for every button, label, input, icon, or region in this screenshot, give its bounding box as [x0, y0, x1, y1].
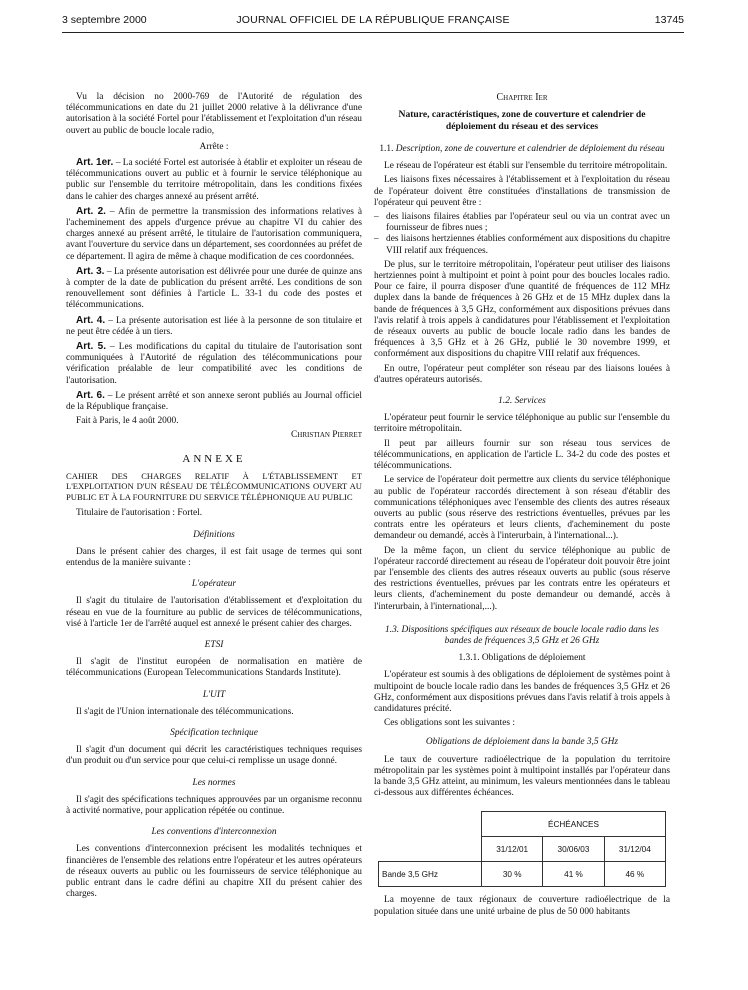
left-column: [66, 92, 362, 903]
list-item: – des liaisons filaires établies par l'opérateur seul ou via un contrat avec un fournisseur de fibres nues ;: [374, 212, 670, 234]
table-row: [379, 812, 666, 837]
chapter-label: Chapitre Ier: [496, 92, 548, 103]
article-text: – La société Fortel est autorisée à établir et exploiter un réseau de télécommunications ouvert au public et à fournir le service téléphonique au public sur l'ensemble du territoire métropolitain, dans les conditions fixées dans le cahier des charges annexé au présent arrêté.: [66, 158, 362, 202]
s11-bullet-list: [374, 212, 670, 257]
s11-paragraph-3: De plus, sur le territoire métropolitain, l'opérateur peut utiliser des liaisons hertziennes point à multipoint et point à point pour des boucles locales radio. Pour ce faire, il pourra disposer d'une quantité de fréquences de 112 MHz duplex dans la bande de fréquences à 26 GHz et de 15 MHz duplex dans la bande de fréquences à 3,5 GHz, conformément aux dispositions prévues dans l'avis relatif à trois appels à candidatures pour l'établissement et l'exploitation de réseaux ouverts au public de boucle locale radio dans les bandes de fréquences à 3,5 GHz et à 26 GHz, publié le 30 novembre 1999, et conformément aux dispositions du chapitre VIII relatif aux fréquences.: [374, 259, 670, 360]
table-row: [379, 837, 666, 862]
arrete-line: Arrête :: [199, 141, 229, 152]
article-text: – Les modifications du capital du titulaire de l'autorisation sont communiquées à l'Autorité de régulation des télécommunications pour vérification préalable de leur compatibilité avec les conditions de l'autorisation.: [66, 342, 362, 386]
article-label: Art. 4.: [76, 314, 106, 326]
operateur-heading: L'opérateur: [191, 579, 237, 590]
table-date: 31/12/01: [482, 837, 543, 862]
s11-paragraph-4: En outre, l'opérateur peut compléter son réseau par des liaisons louées à d'autres opérateurs autorisés.: [374, 363, 670, 385]
article-text: – Afin de permettre la transmission des informations relatives à l'acheminement des appels d'urgence prévue au chapitre VI du cahier des charges annexé au présent arrêté, le titulaire de l'autorisation communiquera, avant l'ouverture du service dans un département, ses coordonnées au préfet de ce département. Il agira de même à chaque modification de ces coordonnées.: [66, 206, 363, 262]
table-date: 31/12/04: [604, 837, 665, 862]
table-cell: 30 %: [482, 862, 543, 887]
section-title: Description, zone de couverture et calendrier de déploiement du réseau: [395, 144, 665, 155]
section-1-3-heading: 1.3. Dispositions spécifiques aux réseaux de boucle locale radio dans les bandes de fréquences 3,5 GHz et 26 GHz: [385, 624, 659, 646]
article-label: Art. 5.: [76, 341, 107, 353]
page-number: 13745: [654, 14, 684, 26]
table-row: [379, 862, 666, 887]
conventions-heading: Les conventions d'interconnexion: [151, 827, 277, 838]
signature: Christian Pierret: [291, 430, 362, 441]
header-rule: [62, 32, 684, 33]
section-1-1-heading: [374, 144, 670, 155]
s12-paragraph-1: L'opérateur peut fournir le service téléphonique au public sur l'ensemble du territoire métropolitain.: [374, 413, 670, 435]
article-text: – La présente autorisation est liée à la personne de son titulaire et ne peut être cédée à un tiers.: [66, 315, 363, 337]
table-cell: 46 %: [604, 862, 665, 887]
table-cell: 41 %: [543, 862, 604, 887]
uit-heading: L'UIT: [202, 689, 226, 700]
etsi-heading: ETSI: [204, 640, 224, 651]
article-text: – Le présent arrêté et son annexe seront publiés au Journal officiel de la République française.: [66, 390, 362, 413]
echeances-table: [378, 811, 666, 887]
s131-paragraph-1: L'opérateur est soumis à des obligations de déploiement de systèmes point à multipoint de boucle locale radio dans les bandes de fréquences 3,5 GHz et 26 GHz, conformément aux dispositions prévues dans l'avis relatif à trois appels à candidatures précité.: [374, 670, 670, 714]
etsi-text: Il s'agit de l'institut européen de normalisation en matière de télécommunications (European Telecommunications Standards Institute).: [66, 657, 362, 679]
article-5: [66, 341, 362, 387]
article-1: [66, 157, 362, 203]
table-corner: [379, 837, 482, 862]
article-label: Art. 1er.: [76, 157, 114, 169]
s12-paragraph-2: Il peut par ailleurs fournir sur son réseau tous services de télécommunications, en application de l'article L. 34-2 du code des postes et télécommunications.: [374, 438, 670, 472]
article-3: [66, 266, 362, 312]
titulaire-line: Titulaire de l'autorisation : Fortel.: [76, 508, 203, 519]
issue-date: 3 septembre 2000: [62, 14, 147, 26]
specification-text: Il s'agit d'un document qui décrit les caractéristiques techniques requises d'un produit ou d'un service pour que celui-ci remplisse un usage donné.: [66, 745, 362, 767]
uit-text: Il s'agit de l'Union internationale des télécommunications.: [76, 706, 294, 717]
normes-text: Il s'agit des spécifications techniques approuvées par un organisme reconnu à activité normative, pour application répétée ou continue.: [66, 794, 362, 817]
article-2: [66, 206, 362, 263]
definitions-text: Dans le présent cahier des charges, il est fait usage de termes qui sont entendus de la manière suivante :: [66, 546, 362, 568]
table-row-label: Bande 3,5 GHz: [379, 862, 482, 887]
table-header: ÉCHÉANCES: [482, 812, 666, 837]
cahier-title: CAHIER DES CHARGES RELATIF À L'ÉTABLISSEMENT ET L'EXPLOITATION D'UN RÉSEAU DE TÉLÉCOMMUNICATIONS OUVERT AU PUBLIC ET À LA FOURNITURE DU SERVICE TÉLÉPHONIQUE AU PUBLIC: [66, 470, 362, 502]
table-date: 30/06/03: [543, 837, 604, 862]
obligations-text: Le taux de couverture radioélectrique de la population du territoire métropolitain par les systèmes point à multipoint installés par l'opérateur dans la bande 3,5 GHz atteint, au minimum, les valeurs mentionnées dans le tableau ci-dessous aux différentes échéances.: [374, 754, 671, 799]
chapter-title: Nature, caractéristiques, zone de couverture et calendrier de déploiement du réseau et des services: [398, 109, 646, 132]
conventions-text: Les conventions d'interconnexion précisent les modalités techniques et financières de l'ensemble des relations entre l'opérateur et les autres opérateurs de réseaux ouverts au public ou les fournisseurs de service téléphonique au public entrant dans le cadre défini au chapitre XII du présent cahier des charges.: [66, 844, 362, 900]
article-label: Art. 3.: [76, 265, 105, 277]
s131-paragraph-2: Ces obligations sont les suivantes :: [384, 718, 515, 729]
article-4: [66, 315, 362, 338]
right-column: [374, 92, 670, 921]
operateur-text: Il s'agit du titulaire de l'autorisation d'établissement et d'exploitation du réseau en vue de la fourniture au public de services de télécommunications, visé à l'article 1er de l'arrêté auquel est annexé le présent cahier des charges.: [66, 596, 362, 629]
intro-paragraph: Vu la décision no 2000-769 de l'Autorité de régulation des télécommunications en date du 21 juillet 2000 relative à la délivrance d'une autorisation à la société Fortel pour l'établissement et l'exploitation d'un réseau ouvert au public de boucle locale radio,: [66, 92, 362, 136]
final-paragraph: La moyenne de taux régionaux de couverture radioélectrique de la population située dans une unité urbaine de plus de 50 000 habitants: [374, 895, 670, 917]
s12-paragraph-4: De la même façon, un client du service téléphonique au public de l'opérateur raccordé directement au réseau de l'opérateur doit pouvoir être joint par l'ensemble des clients des autres réseaux ouverts au public (sous réserve des restrictions éventuelles, prévues par les contrats entre les opérateurs et leurs clients, d'acheminement du poste demandeur ou demandé, accès à l'interurbain, à l'international,...).: [374, 545, 670, 612]
article-6: [66, 390, 362, 413]
s11-paragraph-2: Les liaisons fixes nécessaires à l'établissement et à l'exploitation du réseau de l'opérateur doivent être constituées d'installations de transmission de l'opérateur qui peuvent être :: [374, 175, 670, 208]
fait-line: Fait à Paris, le 4 août 2000.: [76, 416, 179, 427]
journal-title: JOURNAL OFFICIEL DE LA RÉPUBLIQUE FRANÇAISE: [236, 14, 510, 26]
section-number: 1.1.: [379, 144, 394, 155]
s12-paragraph-3: Le service de l'opérateur doit permettre aux clients du service téléphonique au public de l'opérateur raccordés directement à son réseau d'établir des communications téléphoniques avec l'ensemble des clients des autres réseaux ouverts au public (sous réserve des restrictions éventuelles, prévues par les contrats entre les opérateurs et leurs clients, d'acheminement du poste demandeur ou demandé, accès à l'interurbain, à l'international...).: [374, 475, 670, 542]
section-1-2-heading: 1.2. Services: [498, 396, 546, 407]
specification-heading: Spécification technique: [170, 728, 258, 739]
section-1-3-1-heading: 1.3.1. Obligations de déploiement: [458, 653, 586, 664]
page-header: [62, 14, 684, 30]
table-corner: [379, 812, 482, 837]
obligations-heading: Obligations de déploiement dans la bande 3,5 GHz: [425, 737, 619, 748]
s11-paragraph-1: Le réseau de l'opérateur est établi sur l'ensemble du territoire métropolitain.: [384, 161, 668, 172]
article-label: Art. 6.: [76, 389, 105, 401]
article-text: – La présente autorisation est délivrée pour une durée de quinze ans à compter de la date de publication du présent arrêté. Les conditions de son renouvellement sont définies à l'article L. 33-1 du code des postes et télécommunications.: [66, 266, 362, 311]
definitions-heading: Définitions: [193, 529, 235, 540]
article-label: Art. 2.: [76, 205, 106, 217]
list-item: – des liaisons hertziennes établies conformément aux dispositions du chapitre VIII relatif aux fréquences.: [374, 234, 670, 256]
annexe-title: ANNEXE: [182, 452, 246, 465]
normes-heading: Les normes: [192, 777, 236, 788]
